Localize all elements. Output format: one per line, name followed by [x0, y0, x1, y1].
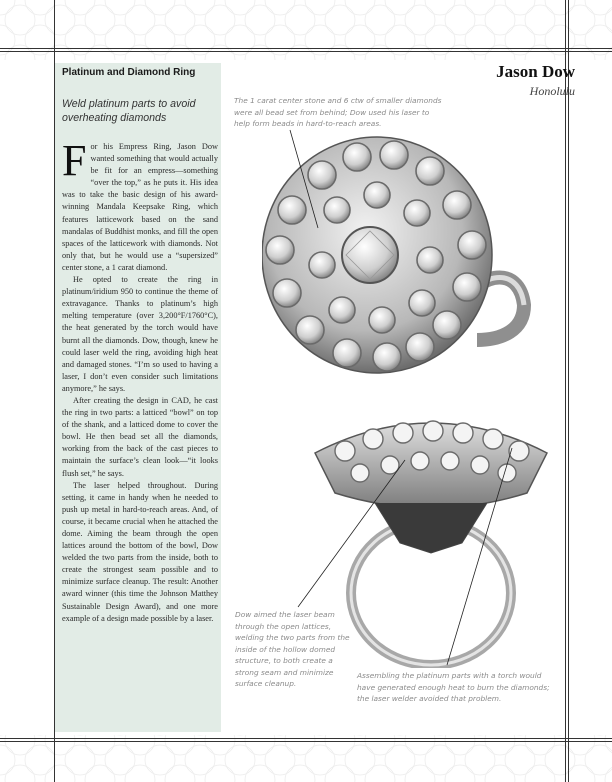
article-body — [62, 136, 218, 625]
top-rule — [0, 48, 612, 49]
top-rule-2 — [0, 51, 612, 52]
caption-right: Assembling the platinum parts with a torch would have generated enough heat to burn the diamonds; the laser welder avoided that problem. — [357, 671, 550, 703]
paragraph-1-text: or his Empress Ring, Jason Dow wanted something that would actually be fit for an empress—something “over the top,” as he puts it. His idea was to take the basic design of his award-winning Mandala Keepsake Ring, which features latticework based on the sand mandalas of Buddhist monks, and fill the open spaces of the latticework with diamonds. Not only that, but he would use a “supersized” center stone, a 1 carat diamond. — [62, 142, 218, 272]
paragraph-1 — [62, 136, 218, 274]
right-vertical-rule-2 — [568, 0, 569, 782]
designer-name: Jason Dow — [496, 62, 575, 81]
drop-cap: F — [62, 136, 87, 185]
paragraph-4: The laser helped throughout. During setting, it came in handy when he needed to push up metal in hard-to-reach areas. And, of course, it became crucial when he attached the dome. Aiming the beam through the open lattices around the bottom of the bowl, Dow welded the two parts from the inside, both to create the strongest seam possible and to minimize surface cleanup. The result: Another award winner (this time the Johnson Matthey Sustainable Design Award), and one more example of a design made possible by a laser. — [62, 480, 218, 623]
ring-top-photo — [262, 135, 542, 405]
bottom-rule — [0, 738, 612, 739]
right-vertical-rule — [565, 0, 566, 782]
paragraph-2: He opted to create the ring in platinum/iridium 950 to continue the theme of extravagance. Thanks to platinum’s high melting temperature (over 3,200°F/1760°C), the heat generated by the torch would have burnt all the diamonds. Dow, though, knew he could laser weld the ring, avoiding high heat and damaged stones. “I’m so used to having a laser, I don’t even consider such limitations anymore,” he says. — [62, 275, 218, 393]
article-title: Platinum and Diamond Ring — [62, 67, 196, 78]
caption-left: Dow aimed the laser beam through the open lattices, welding the two parts from the inside of the hollow domed structure, to both create a strong seam and minimize surface cleanup. — [235, 610, 350, 688]
article-subtitle: Weld platinum parts to avoid overheating diamonds — [62, 98, 196, 124]
caption-top: The 1 carat center stone and 6 ctw of smaller diamonds were all bead set from behind; Dow used his laser to help form beads in hard-to-reach areas. — [234, 96, 442, 128]
paragraph-3: After creating the design in CAD, he cast the ring in two parts: a latticed “bowl” on top of the shank, and a latticed dome to cover the bowl. He then bead set all the diamonds, working from the back of the cast pieces to maintain the surface’s clean look—“it looks flush set,” he says. — [62, 395, 218, 478]
ring-side-photo — [305, 403, 557, 668]
designer-location: Honolulu — [529, 84, 575, 98]
bottom-rule-2 — [0, 741, 612, 742]
